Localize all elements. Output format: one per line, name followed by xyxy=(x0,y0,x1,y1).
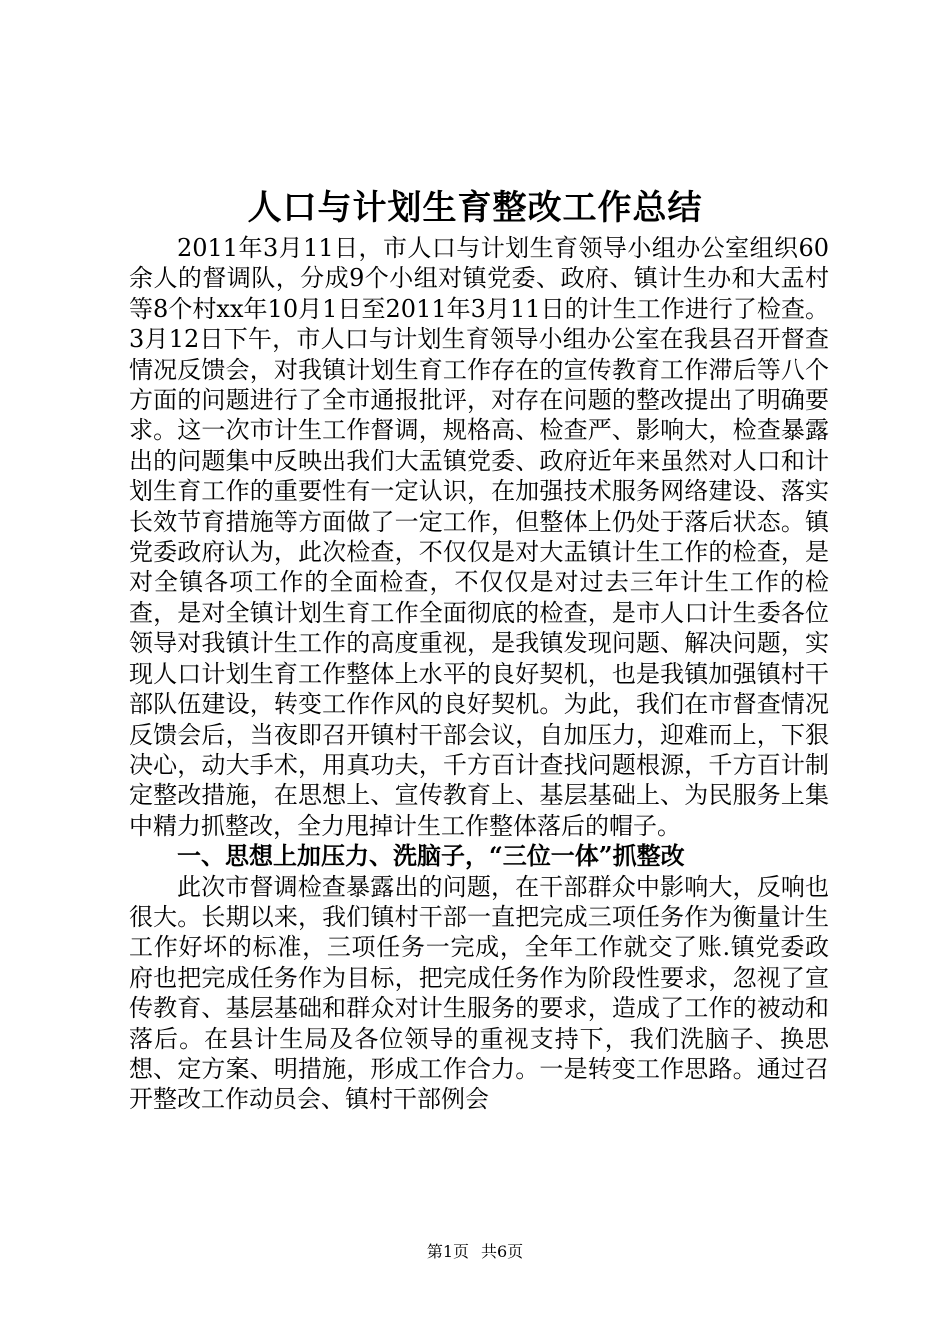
page-total: 共6页 xyxy=(481,1242,524,1261)
paragraph-intro: 2011年3月11日，市人口与计划生育领导小组办公室组织60余人的督调队，分成9个小组对镇党委、政府、镇计生办和大盂村等8个村xx年10月1日至2011年3月11日的计生工作进行了检查。3月12日下午，市人口与计划生育领导小组办公室在我县召开督查情况反馈会，对我镇计划生育工作存在的宣传教育工作滞后等八个方面的问题进行了全市通报批评，对存在问题的整改提出了明确要求。这一次市计生工作督调，规格高、检查严、影响大，检查暴露出的问题集中反映出我们大盂镇党委、政府近年来虽然对人口和计划生育工作的重要性有一定认识，在加强技术服务网络建设、落实长效节育措施等方面做了一定工作，但整体上仍处于落后状态。镇党委政府认为，此次检查，不仅仅是对大盂镇计生工作的检查，是对全镇各项工作的全面检查，不仅仅是对过去三年计生工作的检查，是对全镇计划生育工作全面彻底的检查，是市人口计生委各位领导对我镇计生工作的高度重视，是我镇发现问题、解决问题，实现人口计划生育工作整体上水平的良好契机，也是我镇加强镇村干部队伍建设，转变工作作风的良好契机。为此，我们在市督查情况反馈会后，当夜即召开镇村干部会议，自加压力，迎难而上，下狠决心，动大手术，用真功夫，千方百计查找问题根源，千方百计制定整改措施，在思想上、宣传教育上、基层基础上、为民服务上集中精力抓整改，全力甩掉计生工作整体落后的帽子。 xyxy=(129,234,829,840)
page-footer xyxy=(0,1240,950,1264)
paragraph-section-1: 此次市督调检查暴露出的问题，在干部群众中影响大，反响也很大。长期以来，我们镇村干部一直把完成三项任务作为衡量计生工作好坏的标准，三项任务一完成，全年工作就交了账.镇党委政府也把完成任务作为目标，把完成任务作为阶段性要求，忽视了宣传教育、基层基础和群众对计生服务的要求，造成了工作的被动和落后。在县计生局及各位领导的重视支持下，我们洗脑子、换思想、定方案、明措施，形成工作合力。一是转变工作思路。通过召开整改工作动员会、镇村干部例会 xyxy=(129,872,829,1114)
page-number: 第1页 xyxy=(426,1242,469,1261)
document-title: 人口与计划生育整改工作总结 xyxy=(247,188,703,228)
section-heading-1: 一、思想上加压力、洗脑子，“三位一体”抓整改 xyxy=(177,841,685,871)
document-body xyxy=(129,233,829,1115)
